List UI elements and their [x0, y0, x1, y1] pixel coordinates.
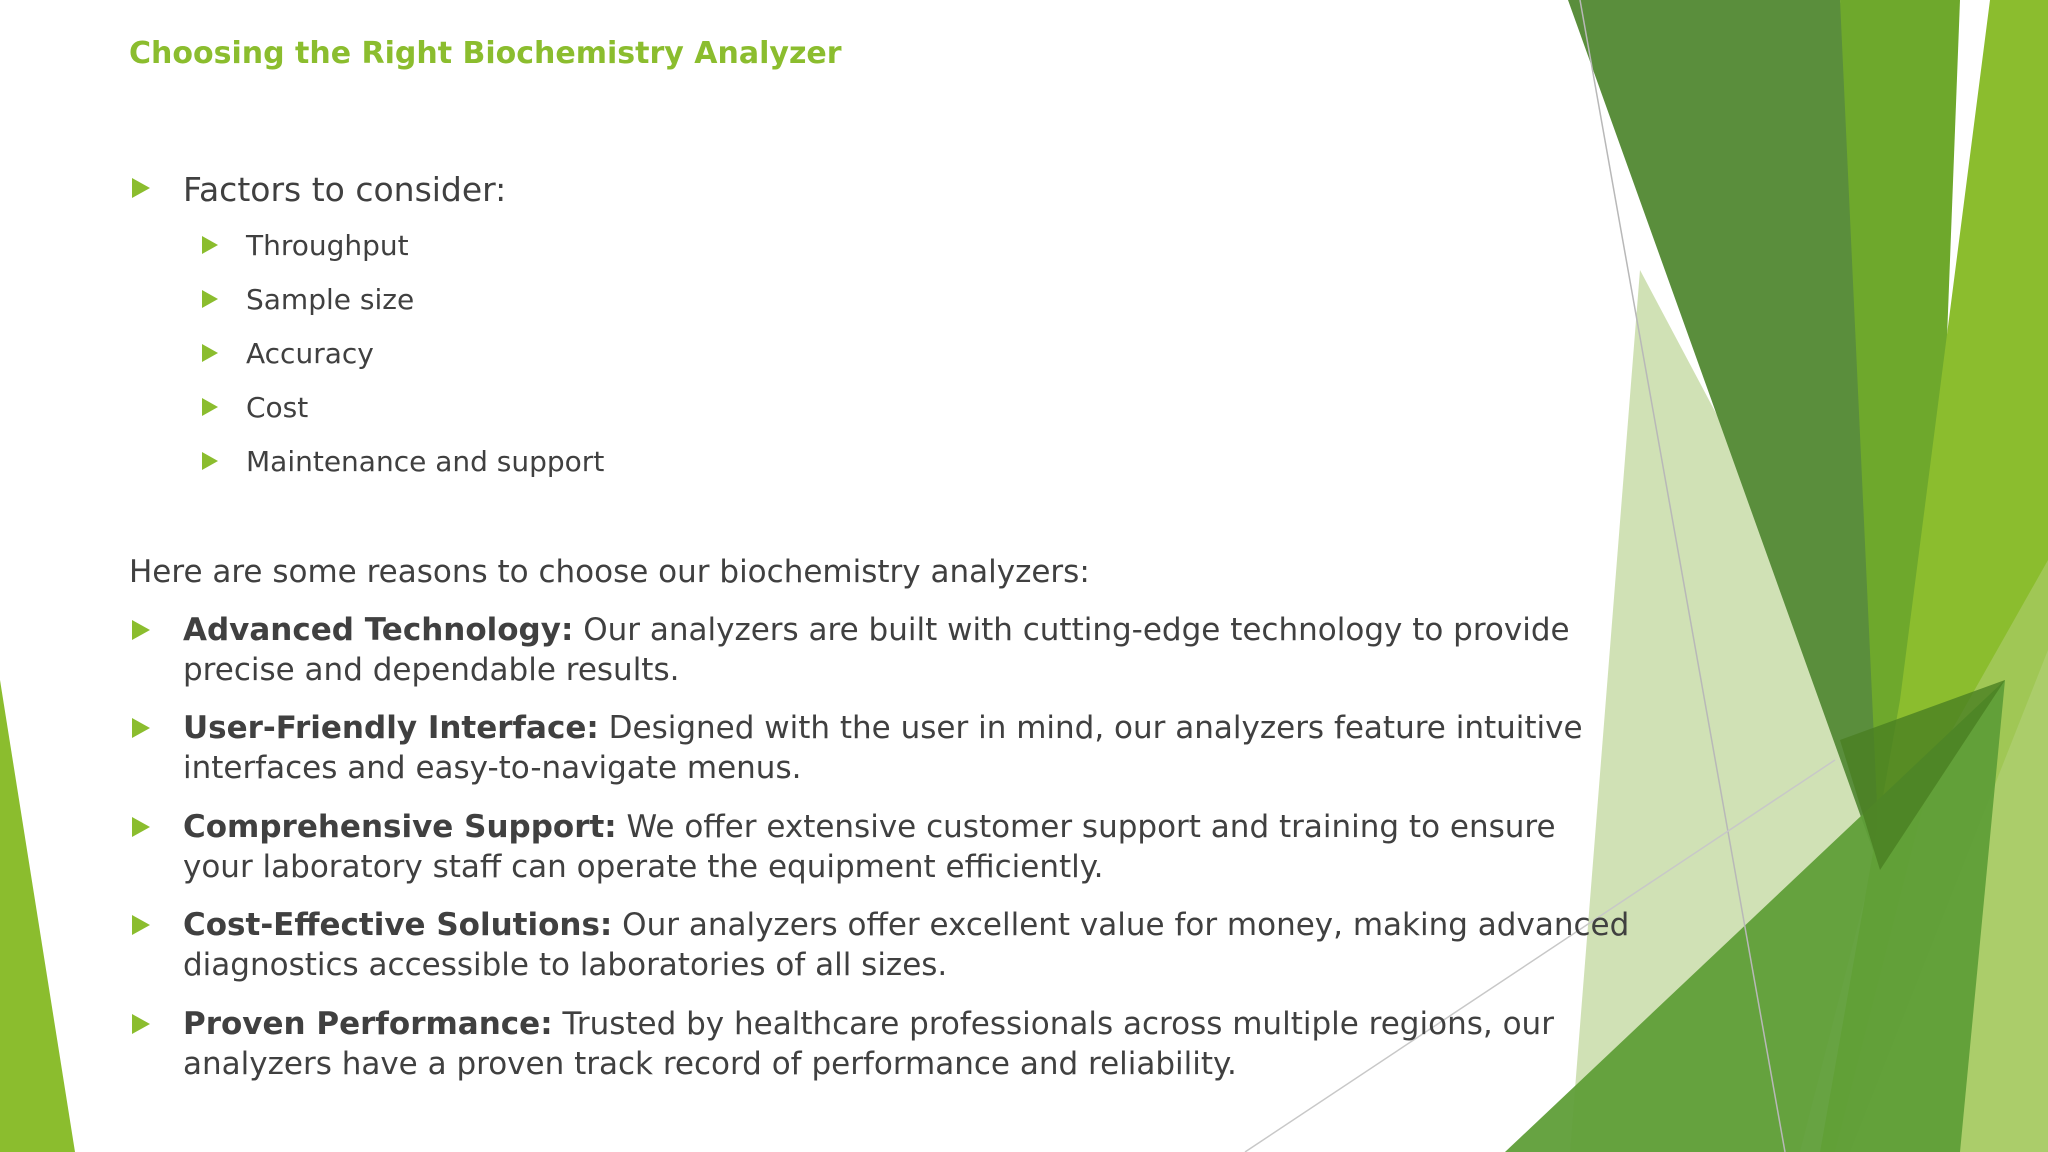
factor-item: Throughput — [246, 229, 409, 262]
reason-label: Proven Performance: — [183, 1006, 553, 1042]
bullet-arrow-icon — [202, 344, 218, 362]
slide-title: Choosing the Right Biochemistry Analyzer — [129, 36, 842, 71]
reason-body: Our analyzers offer excellent value for money, making advanced — [612, 907, 1630, 943]
reason-body: Trusted by healthcare professionals across multiple regions, our — [552, 1006, 1554, 1042]
factors-heading: Factors to consider: — [183, 170, 507, 209]
bullet-arrow-icon — [202, 398, 218, 416]
slide-content — [129, 0, 1630, 1152]
bullet-arrow-icon — [132, 178, 150, 198]
bullet-arrow-icon — [132, 620, 150, 640]
bullet-arrow-icon — [132, 817, 150, 837]
bullet-arrow-icon — [202, 452, 218, 470]
reasons-intro: Here are some reasons to choose our biochemistry analyzers: — [129, 554, 1090, 590]
reason-body: Our analyzers are built with cutting-edge technology to provide — [573, 612, 1570, 648]
factor-item: Sample size — [246, 283, 415, 316]
reason-item — [183, 610, 1683, 690]
bullet-arrow-icon — [202, 236, 218, 254]
reason-label: Cost-Effective Solutions: — [183, 907, 613, 943]
bullet-arrow-icon — [132, 915, 150, 935]
reason-body-cont: analyzers have a proven track record of performance and reliability. — [183, 1046, 1237, 1082]
reason-item — [183, 1004, 1683, 1084]
green-shard-left — [0, 680, 75, 1152]
reason-label: User-Friendly Interface: — [183, 710, 599, 746]
reason-body-cont: interfaces and easy-to-navigate menus. — [183, 750, 802, 786]
reason-body-cont: precise and dependable results. — [183, 652, 680, 688]
factor-item: Maintenance and support — [246, 445, 605, 478]
factor-item: Accuracy — [246, 337, 374, 370]
reason-item — [183, 905, 1683, 985]
reason-item — [183, 807, 1683, 887]
reason-body-cont: diagnostics accessible to laboratories of all sizes. — [183, 947, 948, 983]
reason-body-cont: your laboratory staff can operate the equipment efficiently. — [183, 849, 1104, 885]
reason-body: We offer extensive customer support and training to ensure — [616, 809, 1556, 845]
reason-label: Comprehensive Support: — [183, 809, 617, 845]
bullet-arrow-icon — [132, 1014, 150, 1034]
reason-label: Advanced Technology: — [183, 612, 574, 648]
bullet-arrow-icon — [202, 290, 218, 308]
reason-item — [183, 708, 1683, 788]
bullet-arrow-icon — [132, 718, 150, 738]
reason-body: Designed with the user in mind, our analyzers feature intuitive — [598, 710, 1583, 746]
factor-item: Cost — [246, 391, 309, 424]
